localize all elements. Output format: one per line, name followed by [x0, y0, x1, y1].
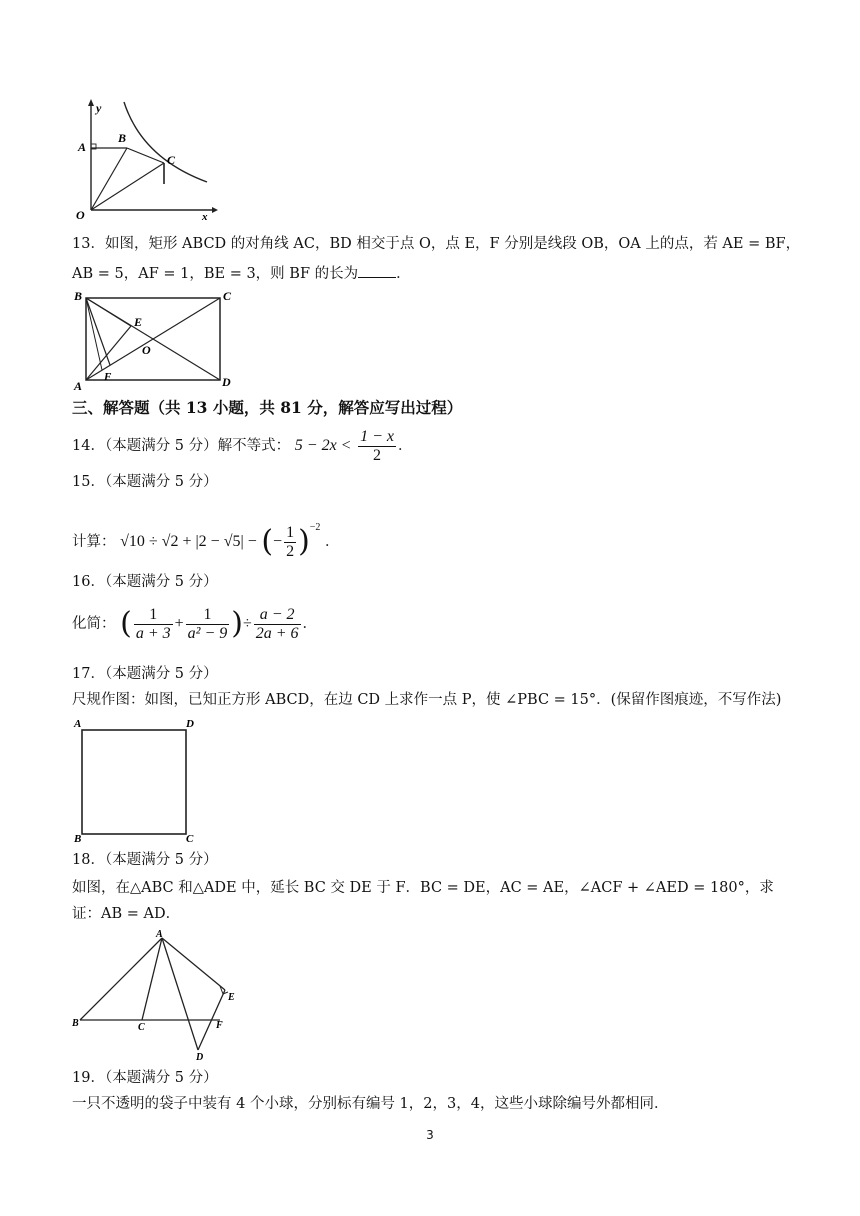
q16-prefix: 化简： [72, 616, 116, 632]
figure-q13-rectangle [72, 286, 242, 392]
fig17-label-d: D [186, 718, 194, 730]
fig17-label-b: B [74, 833, 82, 844]
q19-head: 19．（本题满分 5 分） [72, 1070, 218, 1086]
fig12-label-y: y [96, 101, 102, 115]
q14-numerator: 1 − x [360, 427, 394, 445]
q13-line2-end: ． [396, 266, 411, 282]
q16-frac3-numerator: a − 2 [254, 606, 301, 625]
q16-frac1-numerator: 1 [134, 606, 173, 625]
fig13-label-c: C [223, 289, 232, 303]
q18-line2: 证：AB = AD． [72, 906, 181, 922]
q13-line1: 13．如图，矩形 ABCD 的对角线 AC，BD 相交于点 O，点 E，F 分别是线段 OB，OA 上的点，若 AE = BF， [72, 236, 801, 252]
fig12-label-a: A [78, 140, 87, 154]
fig18-label-b: B [72, 1018, 79, 1029]
q16-frac3-denominator: 2a + 6 [255, 624, 299, 642]
q16-frac1-denominator: a + 3 [135, 624, 171, 642]
q16-body: 化简： ( $\frac{1}{a + 3}$ + $\frac{1}{\text{a² − 9}}$ )÷ $\frac{a - 2}{2a + 6}$ ． [72, 605, 318, 642]
fig18-label-d: D [196, 1052, 204, 1062]
q14-prefix: 14．（本题满分 5 分）解不等式： [72, 438, 291, 454]
fig18-label-e: E [228, 992, 235, 1003]
fig13-label-a: A [74, 379, 83, 392]
fig18-label-c: C [138, 1022, 145, 1033]
fig12-label-o: O [76, 208, 85, 222]
fig13-label-e: E [134, 315, 143, 329]
q19-body: 一只不透明的袋子中装有 4 个小球，分别标有编号 1，2，3，4，这些小球除编号外都相同． [72, 1096, 669, 1112]
q15-exponent: −2 [309, 522, 321, 533]
page-number: 3 [426, 1128, 434, 1142]
fig13-label-d: D [222, 375, 231, 389]
q15-head: 15．（本题满分 5 分） [72, 474, 218, 490]
figure-q17-square [72, 716, 202, 844]
fig13-label-f: F [104, 371, 112, 383]
q16-plus: + [174, 615, 184, 632]
q17-body: 尺规作图：如图，已知正方形 ABCD，在边 CD 上求作一点 P，使 ∠PBC = 15°．(保留作图痕迹，不写作法) [72, 692, 782, 708]
q16-end: ． [302, 616, 318, 632]
fig17-label-c: C [186, 833, 194, 844]
fig18-label-f: F [216, 1020, 223, 1031]
q14 [72, 426, 412, 466]
q15-inner-numerator: 1 [286, 523, 295, 541]
fig18-label-a: A [156, 929, 163, 940]
fig12-label-x: x [202, 211, 208, 222]
q15-neg: − [273, 533, 283, 550]
q16-div: ÷ [242, 615, 252, 632]
q15-body: 计算： √10 ÷ √2 + |2 − √5| − (− $\frac{1}{2}$ )$^{-2}$ ． [72, 522, 340, 560]
q15-expr: √10 ÷ √2 + |2 − √5| − [120, 533, 257, 550]
fig12-label-c: C [167, 153, 176, 167]
q15-prefix: 计算： [72, 534, 116, 550]
q13-line2-text: AB = 5，AF = 1，BE = 3，则 BF 的长为 [72, 266, 359, 282]
figure-q18-triangles [70, 928, 250, 1062]
q14-denominator: 2 [373, 446, 382, 464]
q13-line2 [72, 263, 411, 284]
q18-head: 18．（本题满分 5 分） [72, 852, 218, 868]
q18-line1: 如图，在△ABC 和△ADE 中，延长 BC 交 DE 于 F．BC = DE，AC = AE，∠ACF + ∠AED = 180°，求 [72, 880, 774, 896]
q16-frac2-numerator: 1 [186, 606, 230, 625]
q17-head: 17．（本题满分 5 分） [72, 666, 218, 682]
fig12-label-b: B [118, 131, 127, 145]
q14-end: ． [397, 438, 413, 454]
q15-end: ． [325, 534, 340, 550]
q16-head: 16．（本题满分 5 分） [72, 574, 218, 590]
fig17-label-a: A [74, 718, 82, 730]
section-3-heading: 三、解答题（共 13 小题，共 81 分，解答应写出过程） [72, 398, 463, 417]
q15-inner-denominator: 2 [286, 542, 295, 560]
fig13-label-b: B [74, 289, 83, 303]
q13-answer-blank [358, 263, 396, 278]
q16-frac2-denominator: a² − 9 [187, 624, 228, 642]
q14-lhs: 5 − 2x < [294, 437, 352, 454]
fig13-label-o: O [142, 343, 151, 357]
figure-q12-hyperbola [72, 98, 222, 222]
